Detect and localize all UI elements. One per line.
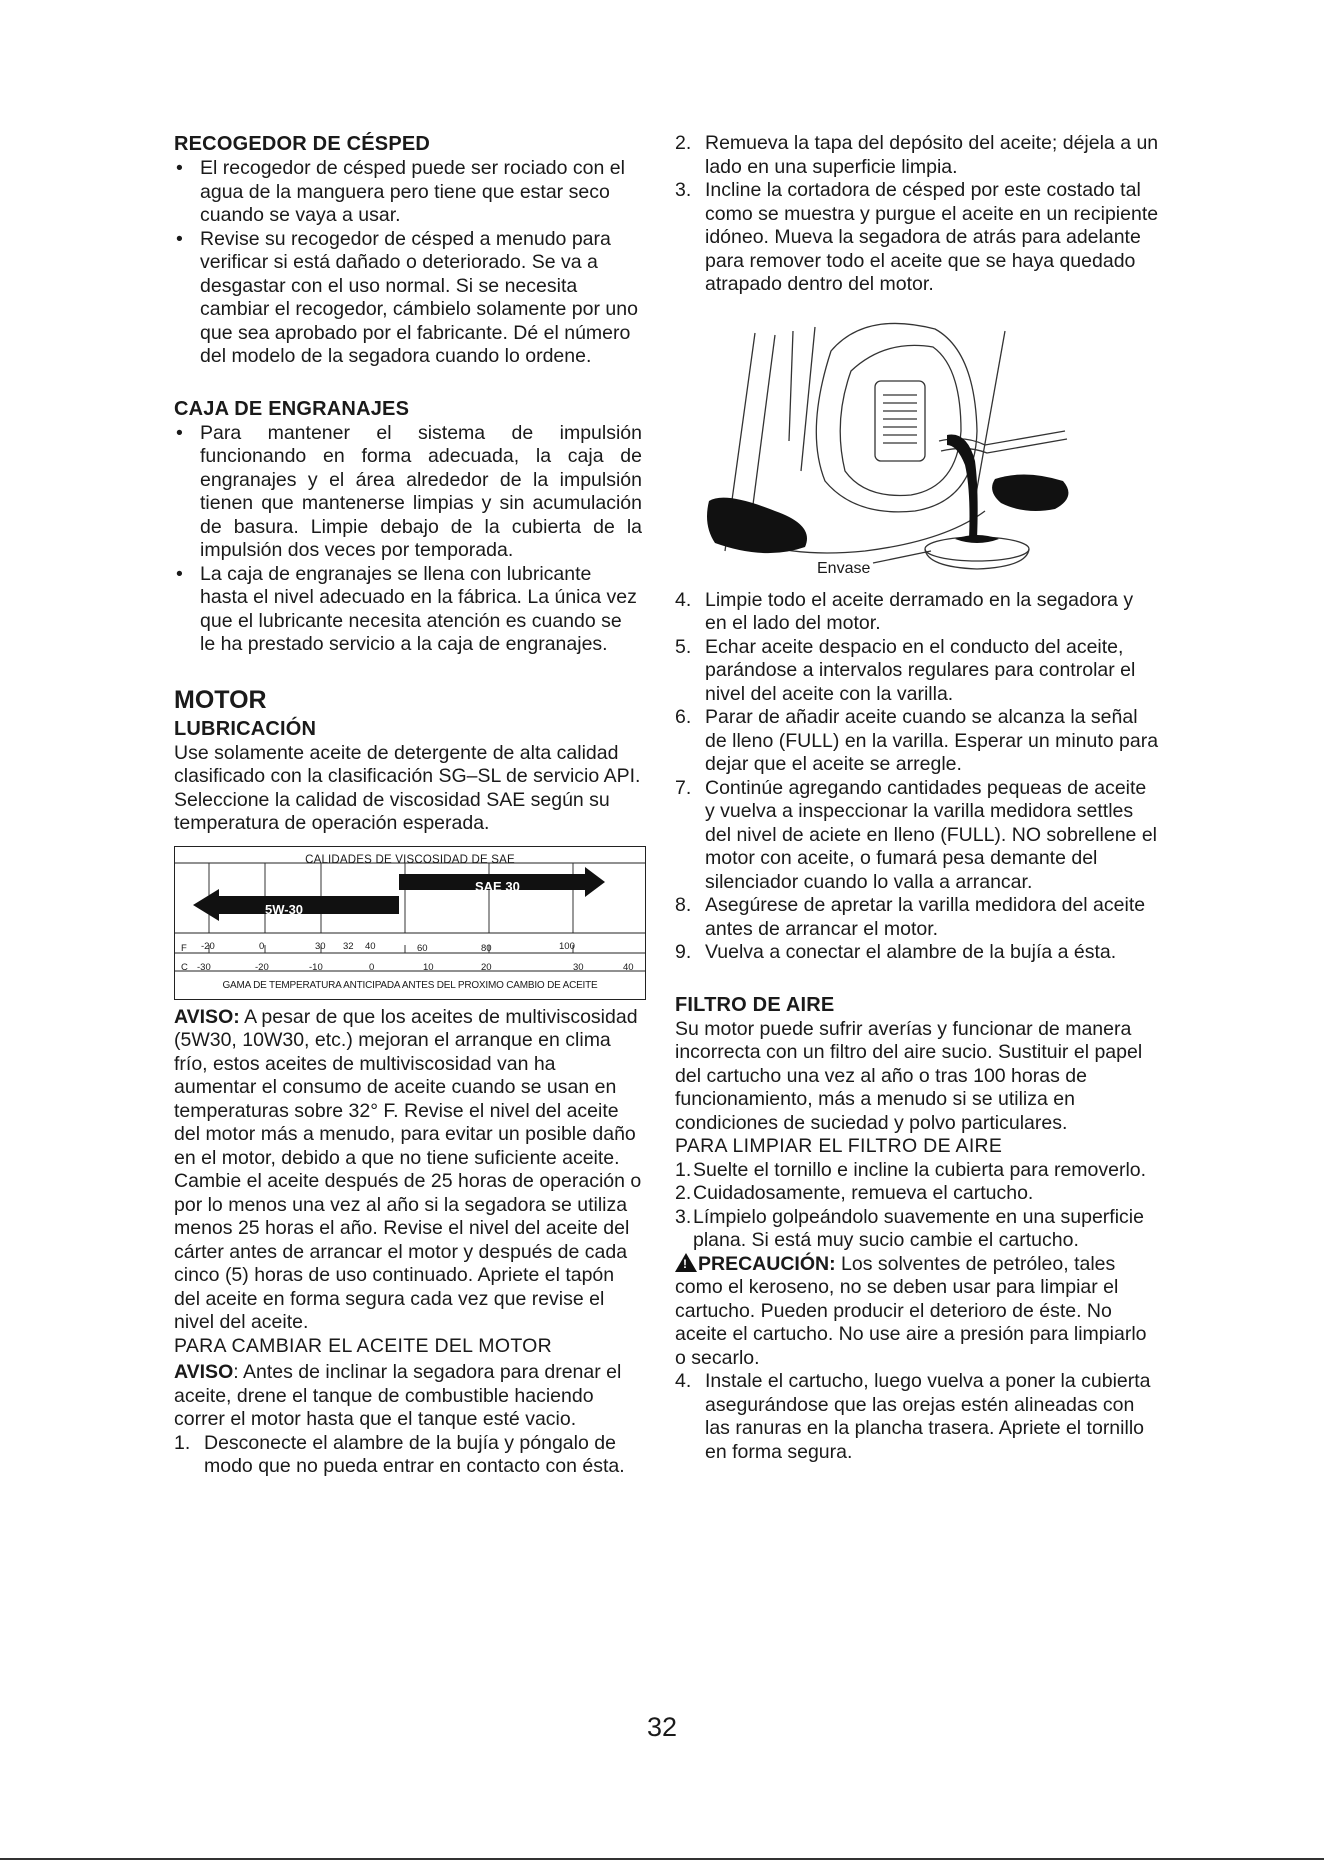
precaucion-text: Los solventes de petróleo, tales como el keroseno, no se deben usar para limpiar el cartucho. Pueden producir el deterioro de éste. No aceite el cartucho. No use aire a presión para limpiarlo o secarlo. [675,1252,1147,1369]
step-text: Asegúrese de apretar la varilla medidora del aceite antes de arrancar el motor. [705,894,1146,940]
figure-label-envase: Envase [817,559,871,577]
right-column [675,132,1160,1464]
step-item [675,589,1160,636]
step-item [675,636,1160,707]
step-item [675,777,1160,895]
aviso-label: AVISO: [174,1005,240,1028]
aviso-text: A pesar de que los aceites de multiviscosidad (5W30, 10W30, etc.) mejoran el arranque en clima frío, estos aceites de multiviscosidad van ha aumentar el consumo de aceite cuando se usan en temperaturas sobre 32° F. Revise el nivel del aceite del motor más a menudo, para evitar un posible daño en el motor, debido a que no tiene suficiente aceite. Cambie el aceite después de 25 horas de operación o por lo menos una vez al año si la segadora se utiliza menos 25 horas el año. Revise el nivel del aceite del cárter antes de arrancar el motor y después de cada cinco (5) horas de uso continuado. Apriete el tapón del aceite en forma segura cada vez que revise el nivel del aceite. [174,1005,642,1333]
f-tick: 80 [481,942,492,954]
step-number: 1. [174,1431,191,1454]
section-heading-filtro: FILTRO DE AIRE [675,993,835,1016]
bullet-item: • Revise su recogedor de césped a menudo para verificar si está dañado o deteriorado. Se va a desgastar con el uso normal. Si se necesita cambiar el recogedor, cámbielo solamente por uno que sea aprobado por el fabricante. Dé el número del modelo de la segadora cuando lo ordene. [174,228,642,369]
c-tick: -30 [197,961,211,973]
step-text: Echar aceite despacio en el conducto del aceite, parándose a intervalos regulares para controlar el nivel del aceite con la varilla. [705,635,1136,705]
step-text: Suelte el tornillo e incline la cubierta para removerlo. [693,1158,1147,1181]
aviso-label: AVISO [174,1361,234,1383]
viscosity-chart-footer: GAMA DE TEMPERATURA ANTICIPADA ANTES DEL PROXIMO CAMBIO DE ACEITE [222,980,598,991]
f-tick: 40 [365,940,376,952]
aviso-text: : Antes de inclinar la segadora para drenar el aceite, drene el tanque de combustible haciendo correr el motor hasta que el tanque esté vacio. [174,1361,622,1430]
section-heading-recogedor: RECOGEDOR DE CÉSPED [174,133,431,155]
c-tick: 0 [369,961,375,973]
step-item [675,941,1160,965]
step-number: 4. [675,1370,692,1392]
f-tick: 100 [559,940,575,952]
bullet-item: • La caja de engranajes se llena con lubricante hasta el nivel adecuado en la fábrica. La única vez que el lubricante necesita atención es cuando se le ha prestado servicio a la caja de engranajes. [174,563,642,657]
aviso-drenar [174,1361,642,1432]
step-number: 4. [675,588,692,611]
step-text: Vuelva a conectar el alambre de la bujía a ésta. [705,941,1117,963]
step-text: Incline la cortadora de césped por este costado tal como se muestra y purgue el aceite en un recipiente idóneo. Mueva la segadora de atrás para adelante para remover todo el aceite que se haya quedado atrapado dentro del motor. [705,179,1159,295]
step-number: 8. [675,894,692,916]
viscosity-chart-title: CALIDADES DE VISCOSIDAD DE SAE [305,853,515,866]
c-label: C [181,961,188,973]
precaucion-note [675,1253,1160,1371]
step-number: 2. [675,1182,692,1204]
f-tick: -20 [201,940,215,952]
step-text: Remueva la tapa del depósito del aceite; déjela a un lado en una superficie limpia. [705,132,1159,178]
f-tick: 32 [343,940,354,952]
step-item [675,1206,1160,1253]
step-item [675,894,1160,941]
viscosity-chart [174,846,646,1000]
band-5w30-label: 5W-30 [265,901,304,917]
step-number: 3. [675,179,692,201]
step-text: Instale el cartucho, luego vuelva a poner la cubierta asegurándose que las orejas estén alineadas con las ranuras en la plancha trasera. Apriete el tornillo en forma segura. [705,1370,1151,1463]
bullet-item: • El recogedor de césped puede ser rociado con el agua de la manguera pero tiene que estar seco cuando se vaya a usar. [174,157,642,228]
step-item [675,1182,1160,1206]
c-tick: 30 [573,961,584,973]
c-tick: -10 [309,961,323,973]
c-tick: 10 [423,961,434,973]
lubricacion-text: Use solamente aceite de detergente de alta calidad clasificado con la clasificación SG–SL de servicio API. Seleccione la calidad de viscosidad SAE según su temperatura de operación esperada. [174,741,641,834]
step-number: 2. [675,132,692,154]
step-text: Límpielo golpeándolo suavemente en una superficie plana. Si está muy sucio cambie el cartucho. [693,1205,1144,1251]
section-heading-motor: MOTOR [174,685,267,714]
step-number: 6. [675,706,692,728]
c-tick: 20 [481,961,492,973]
step-text: Continúe agregando cantidades pequeas de aceite y vuelva a inspeccionar la varilla medidora settles del nivel de aciete en lleno (FULL). NO sobrellene el motor con aceite, o fumará pesa demante del silenciador cuando lo valla a arrancar. [705,776,1157,893]
page-bottom-rule [0,1858,1324,1860]
section-heading-caja: CAJA DE ENGRANAJES [174,397,410,420]
f-label: F [181,942,187,954]
step-number: 3. [675,1205,692,1228]
step-number: 5. [675,635,692,658]
step-number: 7. [675,776,692,799]
step-item [675,132,1160,179]
step-item [675,1159,1160,1183]
f-tick: 0 [259,940,265,952]
warning-icon [675,1253,697,1272]
step-text: Cuidadosamente, remueva el cartucho. [693,1182,1034,1204]
section-heading-lubricacion: LUBRICACIÓN [174,717,317,740]
step-text: Limpie todo el aceite derramado en la segadora y en el lado del motor. [705,588,1134,634]
page-number: 32 [646,1712,678,1742]
filtro-text: Su motor puede sufrir averías y funcionar de manera incorrecta con un filtro del aire sucio. Sustituir el papel del cartucho una vez al año o tras 100 horas de funcionamiento, más a menudo si se utiliza en condiciones de suciedad y polvo particulares. [675,1017,1143,1134]
oil-drain-illustration [705,311,1125,579]
c-tick: -20 [255,961,269,973]
step-number: 9. [675,941,692,963]
step-number: 1. [675,1158,692,1181]
left-column [174,132,642,1479]
f-tick: 30 [315,940,326,952]
cambiar-aceite-heading: PARA CAMBIAR EL ACEITE DEL MOTOR [174,1334,553,1357]
limpiar-filtro-heading: PARA LIMPIAR EL FILTRO DE AIRE [675,1135,1003,1157]
step-item [174,1432,642,1479]
step-item [675,1370,1160,1464]
band-sae30-label: SAE 30 [475,878,520,894]
c-tick: 40 [623,961,634,973]
step-text: Parar de añadir aceite cuando se alcanza la señal de lleno (FULL) en la varilla. Esperar un minuto para dejar que el aceite se arregle. [705,706,1159,775]
step-text: Desconecte el alambre de la bujía y póngalo de modo que no pueda entrar en contacto con ésta. [204,1431,625,1477]
bullet-item: • Para mantener el sistema de impulsión funcionando en forma adecuada, la caja de engranajes y el área alrededor de la impulsión tienen que mantenerse limpias y sin acumulación de basura. Limpie debajo de la cubierta de la impulsión dos veces por temporada. [174,422,642,563]
f-tick: 60 [417,942,428,954]
aviso-multiviscosidad [174,1006,642,1335]
precaucion-label: PRECAUCIÓN: [698,1252,836,1275]
step-item [675,706,1160,777]
oil-drain-figure [705,311,1125,579]
step-item [675,179,1160,297]
